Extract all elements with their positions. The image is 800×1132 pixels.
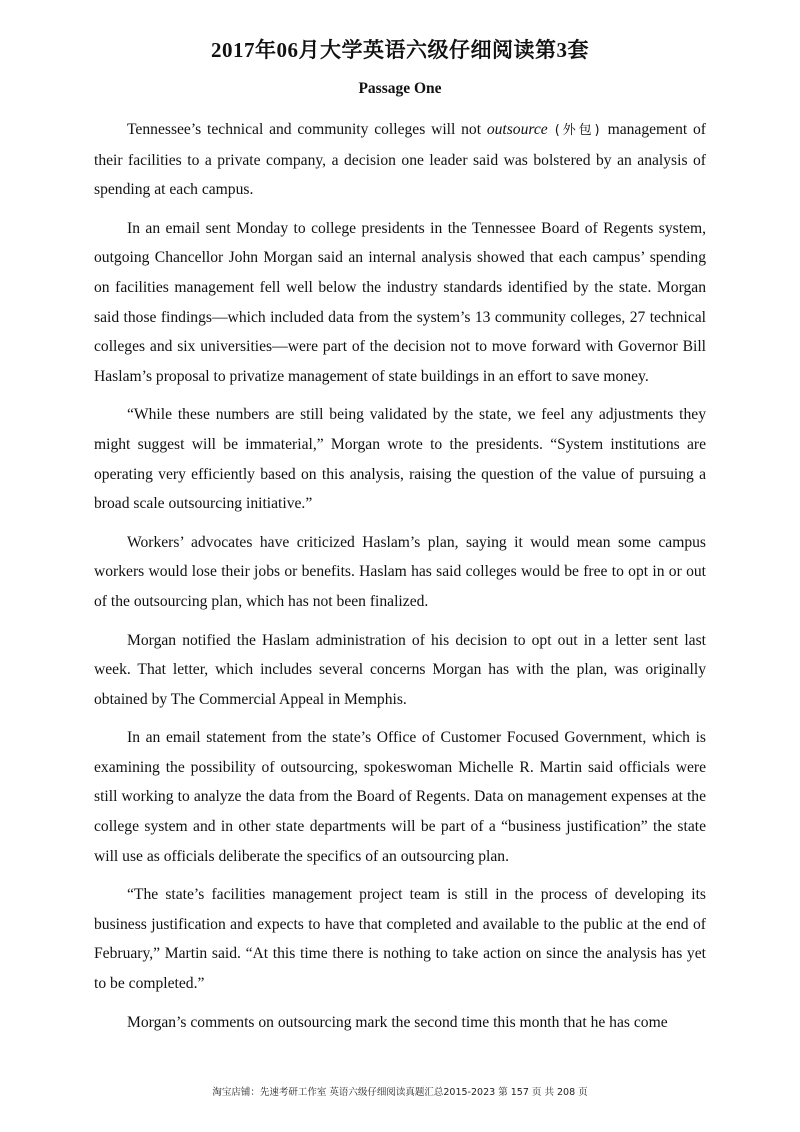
- paragraph-1-start: Tennessee’s technical and community colleges will not: [127, 121, 487, 138]
- footer-page-current: 157: [510, 1087, 529, 1098]
- footer-collection: 英语六级仔细阅读真题汇总2015-2023: [329, 1087, 496, 1098]
- passage-body: [94, 115, 706, 1046]
- paragraph-3: “While these numbers are still being validated by the state, we feel any adjustments they might suggest will be immaterial,” Morgan wrote to the presidents. “System institutions are operating very efficiently based on this analysis, raising the question of the value of pursuing a broad scale outsourcing initiative.”: [94, 406, 706, 513]
- footer-page-prefix: 第: [498, 1087, 508, 1098]
- paragraph-1-gloss: (外包): [547, 123, 608, 138]
- footer-page-suffix: 页: [578, 1087, 588, 1098]
- paragraph-1-italic-term: outsource: [486, 121, 548, 138]
- paragraph-8: Morgan’s comments on outsourcing mark the second time this month that he has come: [127, 1013, 668, 1031]
- paragraph-1-end: management of their facilities to a private company, a decision one leader said was bolstered by an analysis of spending at each campus.: [94, 121, 706, 199]
- paragraph-2: In an email sent Monday to college presidents in the Tennessee Board of Regents system, outgoing Chancellor John Morgan said an internal analysis showed that each campus’ spending on facilities management fell well below the industry standards identified by the state. Morgan said those findings—which included data from the system’s 13 community colleges, 27 technical colleges and six universities—were part of the decision not to move forward with Governor Bill Haslam’s proposal to privatize management of state buildings in an effort to save money.: [94, 219, 706, 385]
- paragraph-7: “The state’s facilities management project team is still in the process of developing its business justification and expects to have that completed and available to the public at the end of February,” Martin said. “At this time there is nothing to take action on since the analysis has yet to be completed.”: [94, 886, 706, 993]
- passage-heading: Passage One: [358, 80, 442, 97]
- paragraph-4: Workers’ advocates have criticized Haslam’s plan, saying it would mean some campus workers would lose their jobs or benefits. Haslam has said colleges would be free to opt in or out of the outsourcing plan, which has not been finalized.: [94, 533, 706, 610]
- paragraph-5: Morgan notified the Haslam administration of his decision to opt out in a letter sent last week. That letter, which includes several concerns Morgan has with the plan, was originally obtained by The Commercial Appeal in Memphis.: [94, 631, 706, 708]
- paragraph-6: In an email statement from the state’s Office of Customer Focused Government, which is examining the possibility of outsourcing, spokeswoman Michelle R. Martin said officials were still working to analyze the data from the Board of Regents. Data on management expenses at the college system and in other state departments will be part of a “business justification” the state will use as officials deliberate the specifics of an outsourcing plan.: [94, 729, 706, 865]
- footer-shop: 淘宝店铺：先速考研工作室: [212, 1087, 327, 1098]
- page-footer: [0, 1084, 800, 1098]
- paragraph-1: [94, 115, 706, 205]
- page-title: 2017年06月大学英语六级仔细阅读第3套: [211, 38, 589, 62]
- footer-page-total: 208: [556, 1087, 576, 1098]
- footer-page-middle: 页 共: [531, 1087, 554, 1098]
